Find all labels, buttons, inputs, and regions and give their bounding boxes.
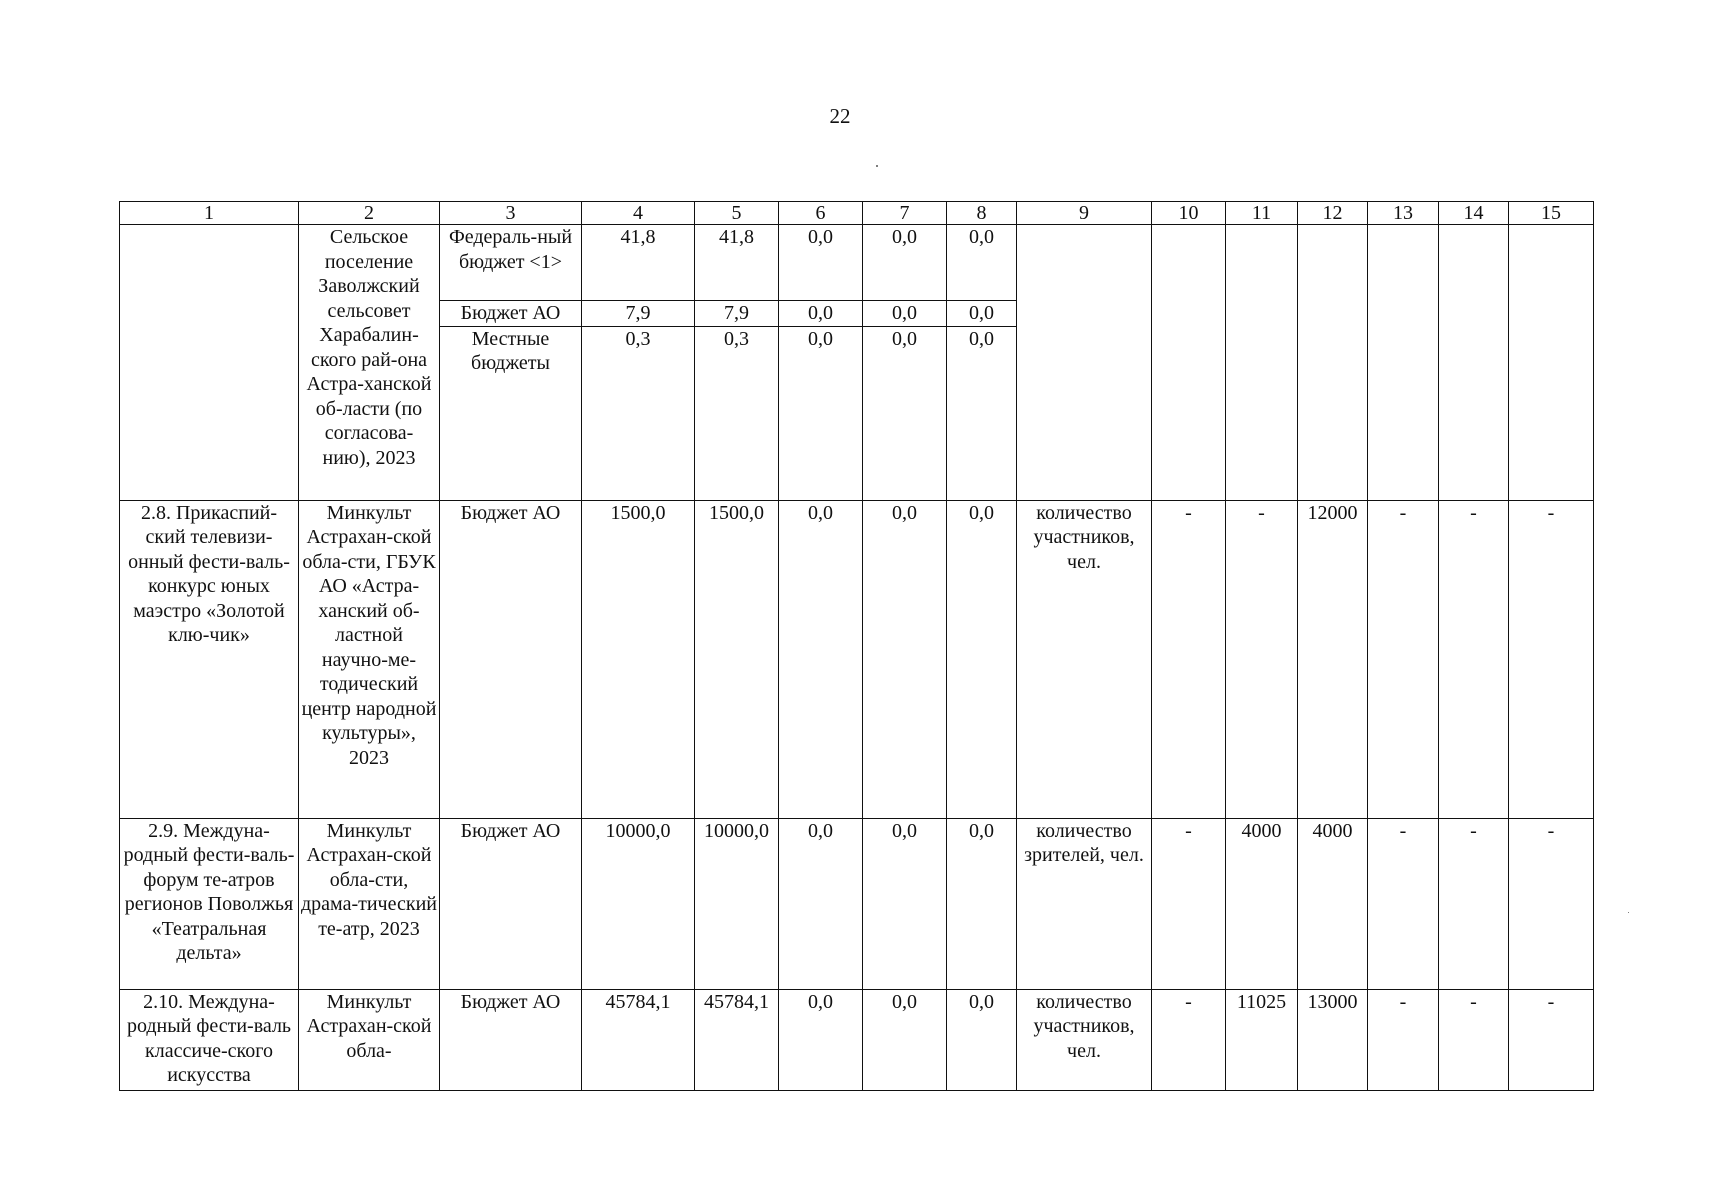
executor-cell: Минкульт Астрахан-ской обла- bbox=[299, 989, 440, 1090]
column-header: 6 bbox=[779, 202, 863, 225]
column-header: 10 bbox=[1152, 202, 1226, 225]
funding-source-cell: Бюджет АО bbox=[440, 500, 582, 818]
event-name-cell bbox=[120, 225, 299, 501]
funding-source-cell: Федераль-ный бюджет <1> bbox=[440, 225, 582, 301]
funding-source-cell: Местные бюджеты bbox=[440, 326, 582, 500]
value-cell: 0,0 bbox=[779, 818, 863, 989]
value-cell bbox=[1152, 225, 1226, 501]
value-cell: 0,0 bbox=[863, 326, 947, 500]
table-row bbox=[120, 989, 1594, 1090]
column-header: 11 bbox=[1226, 202, 1298, 225]
column-header: 8 bbox=[947, 202, 1017, 225]
column-header: 9 bbox=[1017, 202, 1152, 225]
value-cell bbox=[1226, 225, 1298, 501]
column-header: 5 bbox=[695, 202, 779, 225]
value-cell: 0,0 bbox=[863, 818, 947, 989]
column-header: 1 bbox=[120, 202, 299, 225]
value-cell: 0,0 bbox=[863, 225, 947, 301]
value-cell: 45784,1 bbox=[582, 989, 695, 1090]
event-name-cell: 2.10. Междуна-родный фести-валь классиче-ского искусства bbox=[120, 989, 299, 1090]
executor-cell: Минкульт Астрахан-ской обла-сти, драма-тический те-атр, 2023 bbox=[299, 818, 440, 989]
value-cell: 0,0 bbox=[863, 989, 947, 1090]
column-header: 15 bbox=[1509, 202, 1594, 225]
value-cell bbox=[1368, 225, 1439, 501]
budget-table bbox=[119, 201, 1594, 1091]
value-cell: - bbox=[1368, 818, 1439, 989]
value-cell: - bbox=[1509, 500, 1594, 818]
value-cell: 0,0 bbox=[863, 500, 947, 818]
value-cell: 7,9 bbox=[582, 301, 695, 327]
value-cell: 0,0 bbox=[779, 225, 863, 301]
value-cell: - bbox=[1509, 989, 1594, 1090]
value-cell: 0,0 bbox=[947, 225, 1017, 301]
value-cell: 45784,1 bbox=[695, 989, 779, 1090]
value-cell: - bbox=[1226, 500, 1298, 818]
event-name-cell: 2.9. Междуна-родный фести-валь-форум те-атров регионов Поволжья «Театральная дельта» bbox=[120, 818, 299, 989]
value-cell: 0,0 bbox=[779, 301, 863, 327]
value-cell: 10000,0 bbox=[695, 818, 779, 989]
value-cell: 41,8 bbox=[695, 225, 779, 301]
table-row bbox=[120, 818, 1594, 989]
column-header: 7 bbox=[863, 202, 947, 225]
value-cell: - bbox=[1368, 500, 1439, 818]
value-cell: 11025 bbox=[1226, 989, 1298, 1090]
funding-source-cell: Бюджет АО bbox=[440, 818, 582, 989]
column-header: 13 bbox=[1368, 202, 1439, 225]
value-cell: - bbox=[1439, 500, 1509, 818]
value-cell: 0,0 bbox=[779, 989, 863, 1090]
value-cell: 0,0 bbox=[947, 818, 1017, 989]
funding-source-cell: Бюджет АО bbox=[440, 301, 582, 327]
value-cell: - bbox=[1368, 989, 1439, 1090]
table-row bbox=[120, 225, 1594, 301]
value-cell: - bbox=[1152, 500, 1226, 818]
value-cell: 0,0 bbox=[947, 301, 1017, 327]
value-cell: 0,0 bbox=[863, 301, 947, 327]
value-cell: 4000 bbox=[1226, 818, 1298, 989]
column-header: 12 bbox=[1298, 202, 1368, 225]
value-cell: 0,0 bbox=[947, 989, 1017, 1090]
column-header: 14 bbox=[1439, 202, 1509, 225]
table-row bbox=[120, 500, 1594, 818]
indicator-cell: количество участников, чел. bbox=[1017, 500, 1152, 818]
column-header: 3 bbox=[440, 202, 582, 225]
value-cell: - bbox=[1152, 989, 1226, 1090]
scan-speck bbox=[876, 165, 878, 167]
value-cell: 41,8 bbox=[582, 225, 695, 301]
executor-cell: Минкульт Астрахан-ской обла-сти, ГБУК АО «Астра-ханский об-ластной научно-ме-тодический центр народной культуры», 2023 bbox=[299, 500, 440, 818]
scan-speck bbox=[1628, 912, 1629, 913]
column-number-row bbox=[120, 202, 1594, 225]
value-cell bbox=[1509, 225, 1594, 501]
value-cell: 12000 bbox=[1298, 500, 1368, 818]
value-cell: - bbox=[1152, 818, 1226, 989]
value-cell: - bbox=[1509, 818, 1594, 989]
column-header: 2 bbox=[299, 202, 440, 225]
funding-source-cell: Бюджет АО bbox=[440, 989, 582, 1090]
value-cell: - bbox=[1439, 818, 1509, 989]
indicator-cell bbox=[1017, 225, 1152, 501]
value-cell: 0,3 bbox=[582, 326, 695, 500]
value-cell: 10000,0 bbox=[582, 818, 695, 989]
column-header: 4 bbox=[582, 202, 695, 225]
value-cell: 1500,0 bbox=[582, 500, 695, 818]
value-cell: 0,0 bbox=[779, 326, 863, 500]
value-cell: 0,3 bbox=[695, 326, 779, 500]
value-cell: 7,9 bbox=[695, 301, 779, 327]
executor-cell: Сельское поселение Заволжский сельсовет Харабалин-ского рай-она Астра-ханской об-ласти (по согласова-нию), 2023 bbox=[299, 225, 440, 501]
value-cell: 0,0 bbox=[947, 500, 1017, 818]
value-cell: 1500,0 bbox=[695, 500, 779, 818]
value-cell: 13000 bbox=[1298, 989, 1368, 1090]
value-cell: - bbox=[1439, 989, 1509, 1090]
event-name-cell: 2.8. Прикаспий-ский телевизи-онный фести-валь-конкурс юных маэстро «Золотой клю-чик» bbox=[120, 500, 299, 818]
value-cell: 4000 bbox=[1298, 818, 1368, 989]
indicator-cell: количество участников, чел. bbox=[1017, 989, 1152, 1090]
page-number: 22 bbox=[829, 104, 851, 128]
value-cell bbox=[1298, 225, 1368, 501]
value-cell: 0,0 bbox=[779, 500, 863, 818]
value-cell bbox=[1439, 225, 1509, 501]
indicator-cell: количество зрителей, чел. bbox=[1017, 818, 1152, 989]
value-cell: 0,0 bbox=[947, 326, 1017, 500]
